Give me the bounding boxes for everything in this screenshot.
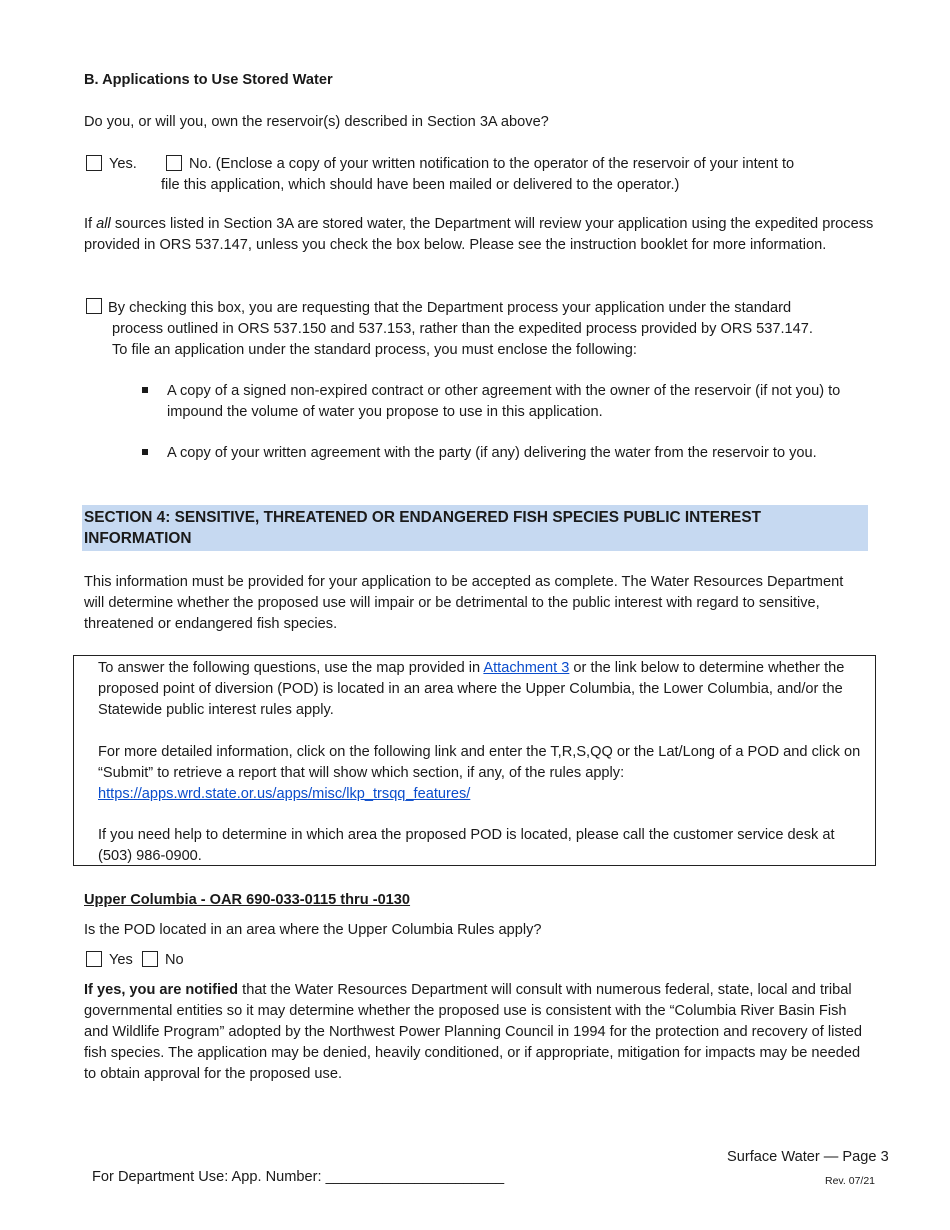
upper-columbia-yes-checkbox[interactable] <box>86 951 102 967</box>
reservoir-own-yes-checkbox[interactable] <box>86 155 102 171</box>
bullet-item-delivery-agreement: A copy of your written agreement with the party (if any) delivering the water from the reservoir to you. <box>167 445 817 461</box>
page-label: Surface Water — Page 3 <box>727 1149 889 1165</box>
section-4-title: SECTION 4: SENSITIVE, THREATENED OR ENDANGERED FISH SPECIES PUBLIC INTEREST INFORMATION <box>84 509 761 547</box>
upper-columbia-yes-label: Yes <box>109 952 133 968</box>
reservoir-own-yes-label: Yes. <box>109 156 137 172</box>
department-use-app-number: For Department Use: App. Number: ______________________ <box>92 1169 505 1185</box>
section-4-intro: This information must be provided for your application to be accepted as complete. The Water Resources Department will determine whether the proposed use will impair or be detrimental to the public interest with regard to sensitive, threatened or endangered fish species. <box>84 574 844 632</box>
bullet-marker <box>142 387 148 393</box>
section-4-banner <box>82 505 868 551</box>
bullet-item-contract: A copy of a signed non-expired contract or other agreement with the owner of the reservoir (if not you) to impound the volume of water you propose to use in this application. <box>167 383 841 420</box>
expedited-process-paragraph: If all sources listed in Section 3A are stored water, the Department will review your application using the expedited process provided in ORS 537.147, unless you check the box below. Please see the instruction booklet for more information. <box>84 216 874 253</box>
upper-columbia-no-label: No <box>165 952 184 968</box>
info-box-map-paragraph: To answer the following questions, use the map provided in Attachment 3 or the link below to determine whether the proposed point of diversion (POD) is located in an area where the Upper Columbia, the Lower Columbia, and/or the Statewide public interest rules apply. <box>98 660 845 718</box>
reservoir-own-no-label-line2: file this application, which should have been mailed or delivered to the operator.) <box>161 177 680 193</box>
reservoir-own-no-checkbox[interactable] <box>166 155 182 171</box>
reservoir-own-no-label-line1: No. (Enclose a copy of your written notification to the operator of the reservoir of your intent to <box>189 156 795 172</box>
standard-process-line3: To file an application under the standard process, you must enclose the following: <box>112 342 637 358</box>
standard-process-line1: By checking this box, you are requesting that the Department process your application under the standard <box>108 300 792 316</box>
bullet-marker <box>142 449 148 455</box>
standard-process-line2: process outlined in ORS 537.150 and 537.153, rather than the expedited process provided by ORS 537.147. <box>112 321 813 337</box>
reservoir-ownership-question: Do you, or will you, own the reservoir(s) described in Section 3A above? <box>84 114 549 130</box>
upper-columbia-question: Is the POD located in an area where the Upper Columbia Rules apply? <box>84 922 542 938</box>
upper-columbia-no-checkbox[interactable] <box>142 951 158 967</box>
info-box-lookup-paragraph: For more detailed information, click on the following link and enter the T,R,S,QQ or the Lat/Long of a POD and click on “Submit” to retrieve a report that will show which section, if any, of the rules apply: <box>98 744 861 781</box>
standard-process-checkbox[interactable] <box>86 298 102 314</box>
revision-date: Rev. 07/21 <box>825 1175 876 1187</box>
info-box-help-paragraph: If you need help to determine in which area the proposed POD is located, please call the customer service desk at (503) 986-0900. <box>98 827 835 864</box>
attachment-3-link[interactable]: Attachment 3 <box>483 660 570 676</box>
upper-columbia-heading: Upper Columbia - OAR 690-033-0115 thru -0130 <box>84 892 411 908</box>
section-b-heading: B. Applications to Use Stored Water <box>84 72 333 88</box>
trsqq-lookup-link[interactable]: https://apps.wrd.state.or.us/apps/misc/lkp_trsqq_features/ <box>98 786 471 802</box>
upper-columbia-notice: If yes, you are notified that the Water Resources Department will consult with numerous federal, state, local and tribal governmental entities so it may determine whether the proposed use is consistent with the “Columbia River Basin Fish and Wildlife Program” adopted by the Northwest Power Planning Council in 1994 for the protection and recovery of listed fish species. The application may be denied, heavily conditioned, or if appropriate, mitigation for impacts may be needed to obtain approval for the proposed use. <box>84 982 862 1082</box>
